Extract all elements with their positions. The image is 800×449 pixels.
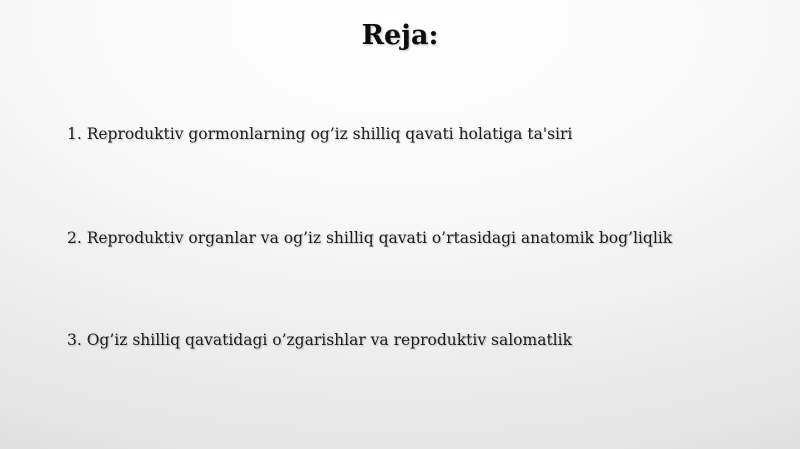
plan-item-3: 3. Og’iz shilliq qavatidagi o’zgarishlar va reproduktiv salomatlik <box>67 331 572 349</box>
plan-item-2: 2. Reproduktiv organlar va og’iz shilliq qavati o’rtasidagi anatomik bog’liqlik <box>67 229 673 247</box>
plan-item-1: 1. Reproduktiv gormonlarning og’iz shilliq qavati holatiga ta'siri <box>67 125 573 143</box>
slide-title: Reja: <box>361 20 439 51</box>
